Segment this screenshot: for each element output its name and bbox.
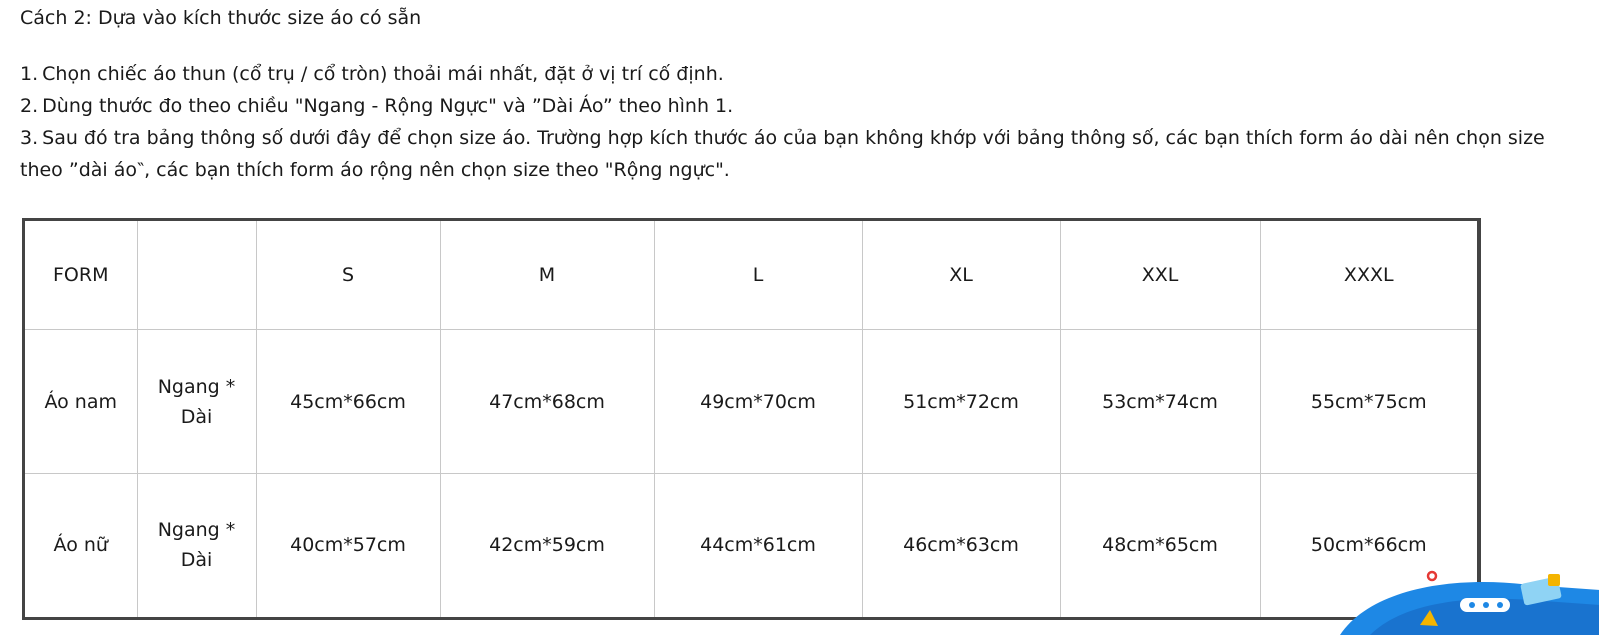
step-text: Sau đó tra bảng thông số dưới đây để chọn size áo. Trường hợp kích thước áo của bạn không khớp với bảng thông số, các bạn thích form áo dài nên chọn size theo ”dài áo‶, các bạn thích form áo rộng nên chọn size theo "Rộng ngực". xyxy=(20,127,1545,181)
step-text: Dùng thước đo theo chiều "Ngang - Rộng Ngực" và ”Dài Áo” theo hình 1. xyxy=(42,95,734,117)
decorative-illustration-icon xyxy=(1300,560,1599,635)
size-value-cell: 48cm*65cm xyxy=(1060,473,1260,617)
header-cell-size: S xyxy=(256,221,440,330)
header-cell-size: L xyxy=(654,221,862,330)
header-cell-size: M xyxy=(440,221,654,330)
table-row xyxy=(25,473,1477,617)
header-cell-form: FORM xyxy=(25,221,137,330)
step-number: 1. xyxy=(20,63,39,85)
size-value-cell: 45cm*66cm xyxy=(256,330,440,474)
size-value-cell: 53cm*74cm xyxy=(1060,330,1260,474)
illustration-graphic xyxy=(1300,560,1599,635)
size-value-cell: 46cm*63cm xyxy=(862,473,1060,617)
table-row xyxy=(25,330,1477,474)
step-item xyxy=(20,122,1590,186)
header-cell-measure xyxy=(137,221,256,330)
size-value-cell: 51cm*72cm xyxy=(862,330,1060,474)
size-table-frame xyxy=(22,218,1481,620)
form-cell: Áo nam xyxy=(25,330,137,474)
step-number: 2. xyxy=(20,95,39,117)
size-value-cell: 40cm*57cm xyxy=(256,473,440,617)
header-cell-size: XL xyxy=(862,221,1060,330)
size-value-cell: 49cm*70cm xyxy=(654,330,862,474)
step-number: 3. xyxy=(20,127,39,149)
size-table xyxy=(25,221,1477,617)
step-item xyxy=(20,90,1590,122)
table-header-row xyxy=(25,221,1477,330)
size-value-cell: 44cm*61cm xyxy=(654,473,862,617)
header-cell-size: XXL xyxy=(1060,221,1260,330)
size-value-cell: 42cm*59cm xyxy=(440,473,654,617)
step-text: Chọn chiếc áo thun (cổ trụ / cổ tròn) thoải mái nhất, đặt ở vị trí cố định. xyxy=(42,63,724,85)
header-cell-size: XXXL xyxy=(1260,221,1477,330)
size-value-cell: 55cm*75cm xyxy=(1260,330,1477,474)
size-value-cell: 50cm*66cm xyxy=(1260,473,1477,617)
step-item xyxy=(20,58,1590,90)
form-cell: Áo nữ xyxy=(25,473,137,617)
section-heading: Cách 2: Dựa vào kích thước size áo có sẵn xyxy=(20,7,422,29)
measure-cell: Ngang * Dài xyxy=(137,330,256,474)
measure-cell: Ngang * Dài xyxy=(137,473,256,617)
size-value-cell: 47cm*68cm xyxy=(440,330,654,474)
instruction-steps xyxy=(20,58,1590,186)
